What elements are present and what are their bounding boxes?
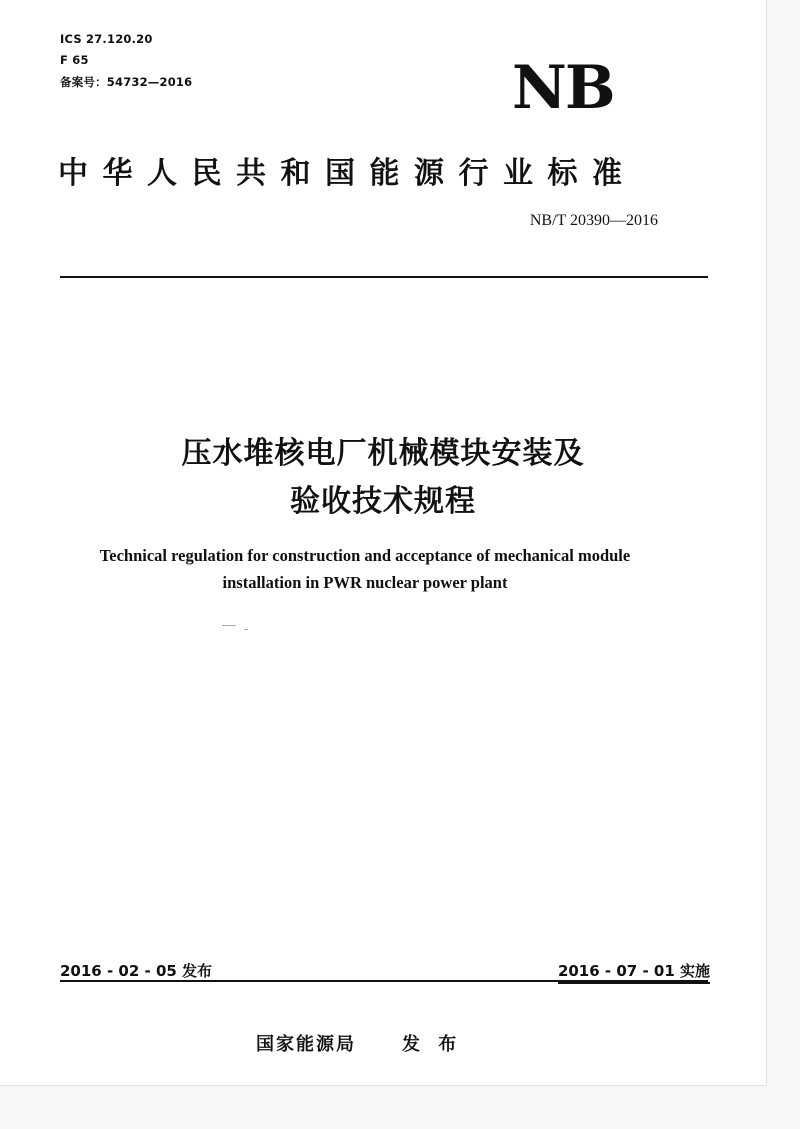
nb-logo: NB [512,53,614,123]
ics-code: ICS 27.120.20 [60,32,153,46]
standard-number: NB/T 20390—2016 [529,212,658,229]
issuer-name: 国家能源局 [256,1034,356,1055]
classification-code: F 65 [60,53,89,67]
standard-category: 中华人民共和国能源行业标准 [58,156,637,191]
effective-date: 2016 - 07 - 01 实施 [558,960,710,984]
issuer-action: 发 布 [402,1034,463,1055]
issuing-authority [256,1030,462,1056]
issue-date: 2016 - 02 - 05 发布 [60,962,213,980]
scan-speck [244,629,248,630]
english-title-line-2: installation in PWR nuclear power plant [222,573,508,592]
record-number: 备案号：54732—2016 [60,75,193,89]
chinese-title-line-2: 验收技术规程 [290,484,476,519]
date-divider [60,980,708,982]
chinese-title-line-1: 压水堆核电厂机械模块安装及 [181,436,585,471]
english-title-line-1: Technical regulation for construction and acceptance of mechanical module [99,546,631,565]
scan-speck [222,625,236,626]
header-divider [60,276,708,278]
